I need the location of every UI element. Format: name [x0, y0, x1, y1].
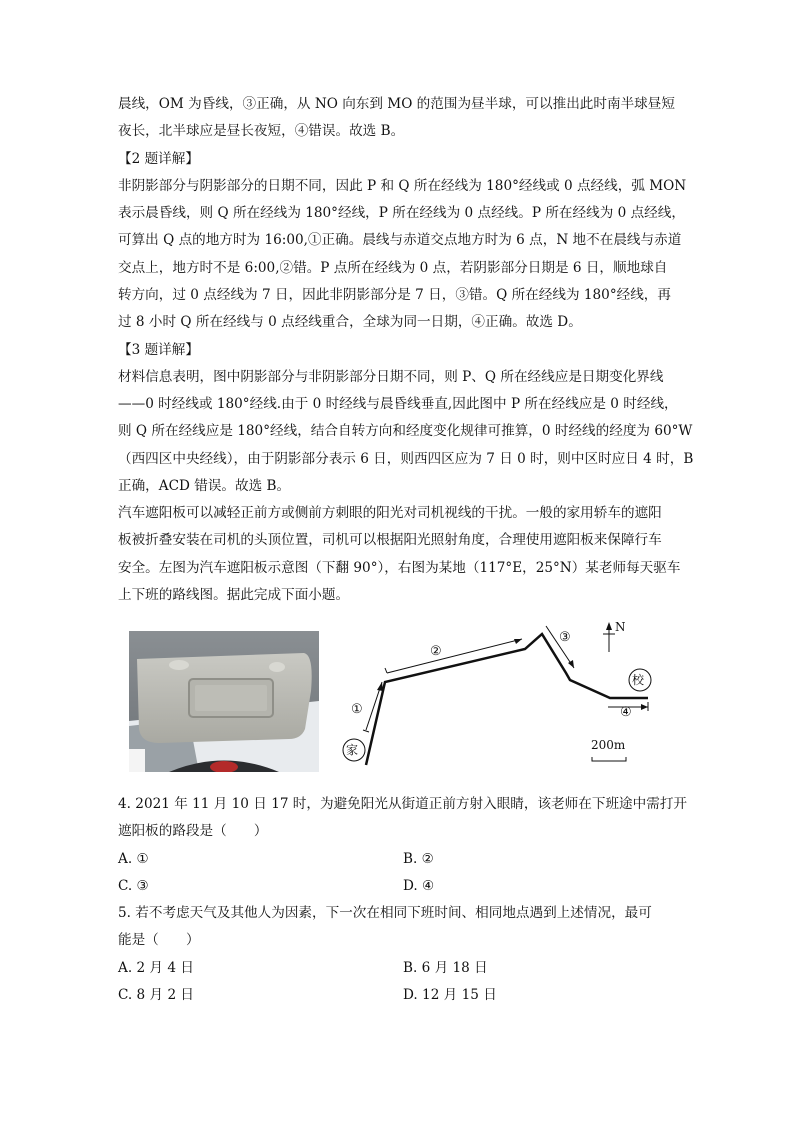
sun-visor-photo [129, 631, 319, 772]
text-line: 过 8 小时 Q 所在经线与 0 点经线重合，全球为同一日期，④正确。故选 D。 [118, 314, 582, 330]
segment-4-label: ④ [620, 705, 632, 720]
segment-2-label: ② [430, 644, 442, 659]
segment-1-label: ① [351, 702, 363, 717]
text-line: 夜长，北半球应是昼长夜短，④错误。故选 B。 [118, 123, 405, 139]
option-d[interactable]: D. 12 月 15 日 [403, 987, 497, 1003]
question-stem: 遮阳板的路段是（ ） [118, 823, 268, 839]
section-heading: 【2 题详解】 [118, 151, 199, 167]
segment-3-label: ③ [559, 630, 571, 645]
question-stem: 能是（ ） [118, 932, 200, 948]
text-line: 板被折叠安装在司机的头顶位置，司机可以根据阳光照射角度，合理使用遮阳板来保障行车 [118, 532, 662, 548]
text-line: 表示晨昏线，则 Q 所在经线为 180°经线，P 所在经线为 0 点经线。P 所在经线为 0 点经线， [118, 205, 685, 221]
text-line: 则 Q 所在经线应是 180°经线，结合自转方向和经度变化规律可推算，0 时经线的经度为 60°W [118, 423, 693, 439]
home-label: 家 [346, 743, 359, 757]
option-d[interactable]: D. ④ [403, 878, 435, 894]
question-stem: 5. 若不考虑天气及其他人为因素，下一次在相同下班时间、相同地点遇到上述情况，最可 [118, 905, 652, 921]
school-label: 校 [632, 673, 645, 687]
text-line: 转方向，过 0 点经线为 7 日，因此非阴影部分是 7 日，③错。Q 所在经线为 180°经线，再 [118, 287, 671, 303]
section-heading: 【3 题详解】 [118, 342, 199, 358]
north-label: N [615, 620, 626, 634]
text-line: 正确，ACD 错误。故选 B。 [118, 478, 291, 494]
option-b[interactable]: B. ② [403, 851, 434, 867]
text-line: 材料信息表明，图中阴影部分与非阴影部分日期不同，则 P、Q 所在经线应是日期变化界线 [118, 369, 664, 385]
text-line: 上下班的路线图。据此完成下面小题。 [118, 587, 350, 603]
text-line: 晨线，OM 为昏线，③正确，从 NO 向东到 MO 的范围为昼半球，可以推出此时南半球昼短 [118, 96, 675, 112]
text-line: 可算出 Q 点的地方时为 16:00,①正确。晨线与赤道交点地方时为 6 点，N 地不在晨线与赤道 [118, 232, 682, 248]
option-a[interactable]: A. 2 月 4 日 [118, 960, 194, 976]
route-map [330, 618, 670, 778]
scale-label: 200m [591, 738, 626, 752]
option-c[interactable]: C. ③ [118, 878, 149, 894]
option-a[interactable]: A. ① [118, 851, 149, 867]
option-b[interactable]: B. 6 月 18 日 [403, 960, 488, 976]
text-line: 安全。左图为汽车遮阳板示意图（下翻 90°），右图为某地（117°E，25°N）某老师每天驱车 [118, 560, 681, 576]
text-line: （西四区中央经线），由于阴影部分表示 6 日，则西四区应为 7 日 0 时，则中区时应日 4 时，B [118, 451, 694, 467]
question-stem: 4. 2021 年 11 月 10 日 17 时，为避免阳光从街道正前方射入眼睛，该老师在下班途中需打开 [118, 796, 688, 812]
text-line: 交点上，地方时不是 6:00,②错。P 点所在经线为 0 点，若阴影部分日期是 6 日，顺地球自 [118, 260, 668, 276]
text-line: ——0 时经线或 180°经线.由于 0 时经线与晨昏线垂直,因此图中 P 所在经线应是 0 时经线， [118, 396, 678, 412]
option-c[interactable]: C. 8 月 2 日 [118, 987, 195, 1003]
text-line: 非阴影部分与阴影部分的日期不同，因此 P 和 Q 所在经线为 180°经线或 0 点经线，弧 MON [118, 178, 687, 194]
text-line: 汽车遮阳板可以减轻正前方或侧前方刺眼的阳光对司机视线的干扰。一般的家用轿车的遮阳 [118, 505, 662, 521]
